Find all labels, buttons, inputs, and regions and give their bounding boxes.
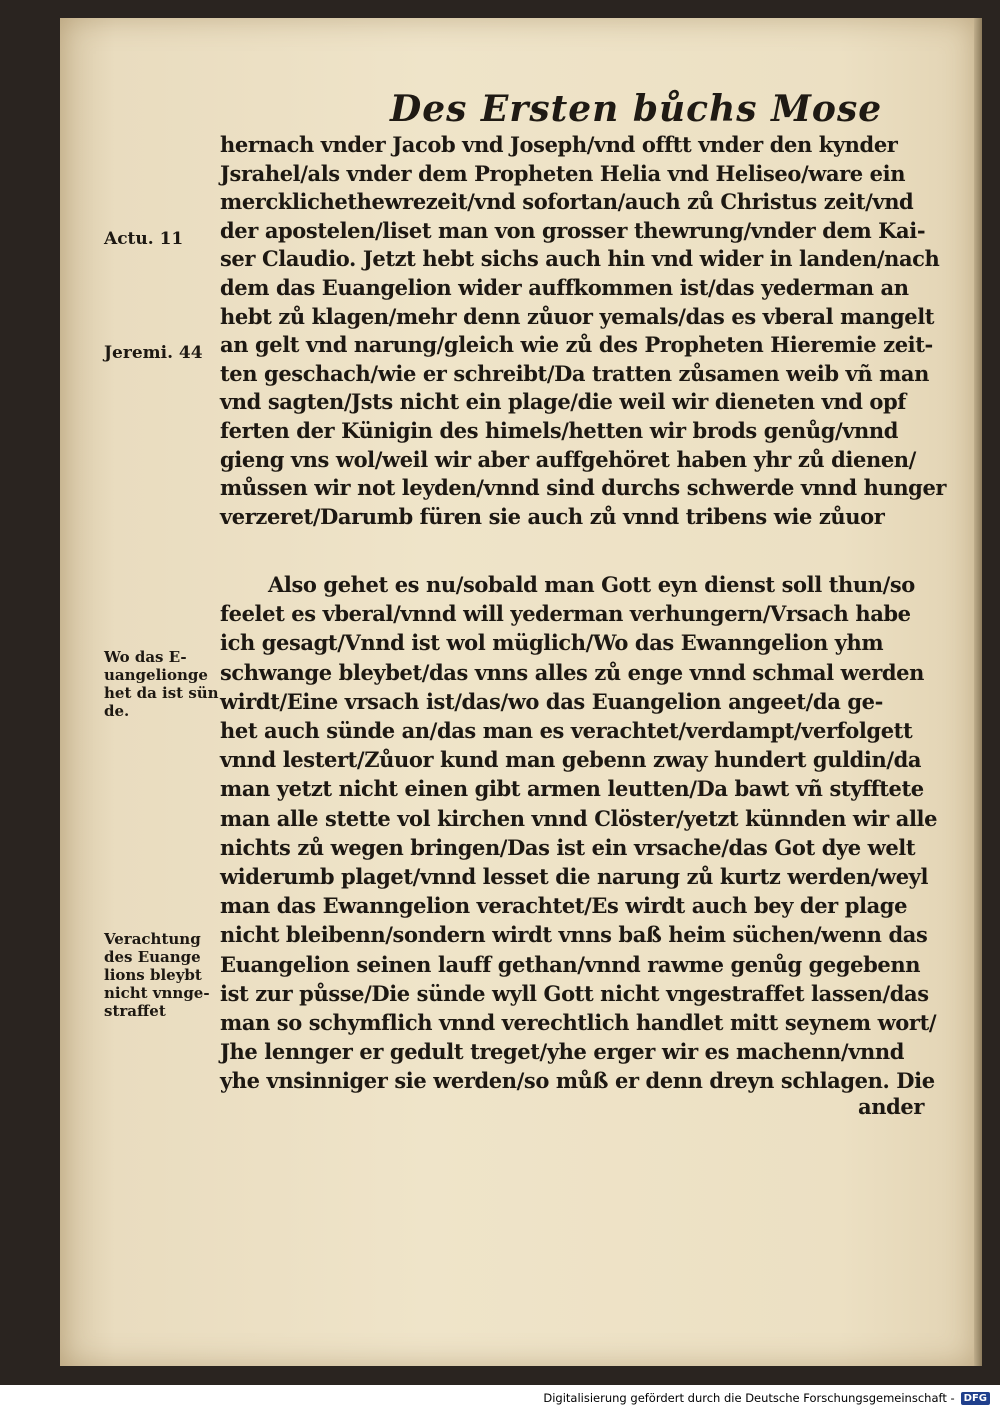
- text-line: vnd sagten/Jsts nicht ein plage/die weil wir dieneten vnd opf: [220, 389, 906, 415]
- text-line: man alle stette vol kirchen vnnd Clöster/yetzt künnden wir alle: [220, 805, 938, 831]
- margin-note-line: uangelionge: [104, 666, 208, 684]
- text-line: ist zur půsse/Die sünde wyll Gott nicht vngestraffet lassen/das: [220, 980, 929, 1006]
- text-line: dem das Euangelion wider auffkommen ist/das yederman an: [220, 275, 909, 300]
- dfg-logo: DFG: [961, 1392, 990, 1405]
- text-line: feelet es vberal/vnnd will yederman verhungern/Vrsach habe: [220, 601, 911, 627]
- text-line: Jsrahel/als vnder dem Propheten Helia vnd Heliseo/ware ein: [220, 160, 906, 186]
- margin-note-line: lions bleybt: [104, 966, 202, 984]
- page-edge: [974, 18, 982, 1366]
- text-line: nicht bleibenn/sondern wirdt vnns baß heim süchen/wenn das: [220, 922, 928, 948]
- text-line: verzeret/Darumb füren sie auch zů vnnd tribens wie zůuor: [220, 503, 885, 529]
- running-title: Des Ersten bůchs Mose: [390, 88, 883, 130]
- footer: [543, 1388, 990, 1408]
- text-line: het auch sünde an/das man es verachtet/verdampt/verfolgett: [220, 718, 913, 743]
- text-line: yhe vnsinniger sie werden/so můß er denn dreyn schlagen. Die: [220, 1068, 935, 1094]
- margin-note-verachtung: [104, 930, 210, 1020]
- margin-note-line: Wo das E-: [104, 648, 187, 666]
- margin-note-line: Jeremi. 44: [104, 343, 203, 363]
- text-line: gieng vns wol/weil wir aber auffgehöret haben yhr zů dienen/: [220, 446, 916, 472]
- text-line: an gelt vnd narung/gleich wie zů des Propheten Hieremie zeit-: [220, 332, 933, 358]
- margin-note-wo-das: [104, 648, 219, 720]
- text-line: můssen wir not leyden/vnnd sind durchs schwerde vnnd hunger: [220, 475, 947, 501]
- text-line: man das Ewanngelion verachtet/Es wirdt auch bey der plage: [220, 893, 908, 919]
- margin-note-line: des Euange: [104, 948, 201, 966]
- text-line: widerumb plaget/vnnd lesset die narung zů kurtz werden/weyl: [220, 864, 929, 889]
- margin-note-jeremi: [104, 344, 203, 362]
- text-line: Euangelion seinen lauff gethan/vnnd rawme genůg gegebenn: [220, 951, 921, 977]
- digitization-credit: Digitalisierung gefördert durch die Deutsche Forschungsgemeinschaft -: [543, 1391, 955, 1405]
- margin-note-actu: [104, 230, 183, 248]
- margin-note-line: Actu. 11: [104, 229, 184, 249]
- text-line: ich gesagt/Vnnd ist wol müglich/Wo das Ewanngelion yhm: [220, 630, 884, 656]
- margin-note-line: het da ist sün: [104, 684, 219, 702]
- margin-note-line: nicht vnnge-: [104, 984, 210, 1002]
- text-line: nichts zů wegen bringen/Das ist ein vrsache/das Got dye welt: [220, 834, 916, 860]
- text-line: der apostelen/liset man von grosser thewrung/vnder dem Kai-: [220, 217, 926, 243]
- text-line: Jhe lennger er gedult treget/yhe erger wir es machenn/vnnd: [220, 1039, 905, 1065]
- text-line: schwange bleybet/das vnns alles zů enge vnnd schmal werden: [220, 659, 925, 685]
- margin-note-line: de.: [104, 702, 130, 720]
- text-line: ten geschach/wie er schreibt/Da tratten zůsamen weib vñ man: [220, 360, 930, 386]
- text-line: hebt zů klagen/mehr denn zůuor yemals/das es vberal mangelt: [220, 303, 935, 329]
- text-line: vnnd lestert/Zůuor kund man gebenn zway hundert guldin/da: [220, 747, 922, 773]
- text-line: man so schymflich vnnd verechtlich handlet mitt seynem wort/: [220, 1010, 937, 1035]
- margin-note-line: straffet: [104, 1002, 166, 1020]
- text-line: hernach vnder Jacob vnd Joseph/vnd offtt vnder den kynder: [220, 132, 898, 157]
- text-line: ser Claudio. Jetzt hebt sichs auch hin vnd wider in landen/nach: [220, 246, 940, 272]
- text-line: mercklichethewrezeit/vnd sofortan/auch zů Christus zeit/vnd: [220, 189, 914, 215]
- text-line: ander: [858, 1094, 924, 1119]
- margin-note-line: Verachtung: [104, 930, 201, 948]
- text-line: ferten der Künigin des himels/hetten wir brods genůg/vnnd: [220, 418, 899, 443]
- text-line: wirdt/Eine vrsach ist/das/wo das Euangelion angeet/da ge-: [220, 688, 883, 714]
- text-line: Also gehet es nu/sobald man Gott eyn dienst soll thun/so: [268, 572, 915, 597]
- text-line: man yetzt nicht einen gibt armen leutten/Da bawt vñ styfftete: [220, 776, 924, 802]
